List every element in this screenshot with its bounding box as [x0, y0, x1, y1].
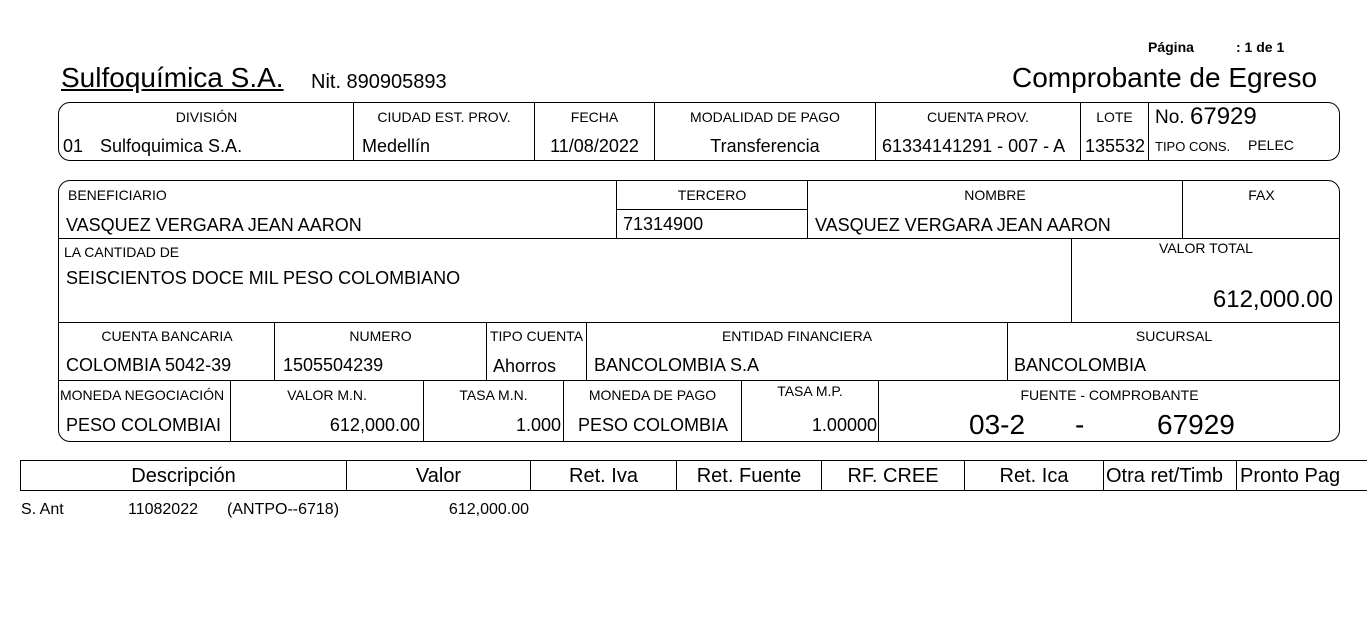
column-valor: Valor [415, 465, 462, 487]
beneficiario-label: BENEFICIARIO [68, 187, 167, 203]
row-tipo: S. Ant [21, 501, 64, 518]
numero-value: 1505504239 [283, 355, 384, 375]
modalidad-label: MODALIDAD DE PAGO [690, 109, 840, 125]
cantidad-value: SEISCIENTOS DOCE MIL PESO COLOMBIANO [66, 268, 461, 288]
tipo-cuenta-label: TIPO CUENTA [489, 328, 584, 344]
document-title: Comprobante de Egreso [1012, 62, 1318, 93]
nombre-label: NOMBRE [964, 187, 1026, 203]
column-rf-cree: RF. CREE [847, 465, 939, 487]
fuente-separator: - [1075, 409, 1085, 440]
tipo-cons-label: TIPO CONS. [1155, 139, 1231, 154]
tercero-value: 71314900 [623, 214, 704, 234]
column-descripcion: Descripción [131, 465, 236, 487]
tasa-mn-value: 1.000 [515, 415, 561, 435]
lote-value: 135532 [1085, 137, 1146, 155]
fuente-number: 67929 [1157, 409, 1235, 440]
valor-total-label: VALOR TOTAL [1159, 240, 1253, 256]
moneda-pago-label: MONEDA DE PAGO [588, 387, 717, 403]
moneda-negociacion-value: PESO COLOMBIAI [66, 416, 222, 434]
tipo-cons-value: PELEC [1248, 137, 1294, 153]
modalidad-value: Transferencia [710, 136, 820, 156]
entidad-label: ENTIDAD FINANCIERA [721, 328, 873, 344]
cantidad-label: LA CANTIDAD DE [64, 244, 180, 260]
tasa-mp-value: 1.00000 [811, 415, 877, 435]
fecha-value: 11/08/2022 [550, 136, 639, 156]
column-otra-ret: Otra ret/Timb [1106, 466, 1224, 486]
fuente-label: FUENTE - COMPROBANTE [1020, 387, 1199, 403]
beneficiario-value: VASQUEZ VERGARA JEAN AARON [66, 215, 362, 235]
entidad-value: BANCOLOMBIA S.A [594, 355, 760, 375]
nombre-value: VASQUEZ VERGARA JEAN AARON [815, 215, 1111, 235]
lote-label: LOTE [1096, 109, 1133, 125]
moneda-negociacion-label: MONEDA NEGOCIACIÓN [60, 387, 225, 403]
company-nit: Nit. 890905893 [311, 71, 447, 93]
column-ret-fuente: Ret. Fuente [696, 465, 802, 487]
valor-mn-label: VALOR M.N. [287, 387, 367, 403]
fecha-label: FECHA [570, 109, 619, 125]
tasa-mn-label: TASA M.N. [459, 387, 528, 403]
fuente-code: 03-2 [969, 409, 1026, 440]
row-ref: 11082022 [128, 501, 198, 518]
no-value: 67929 [1190, 103, 1257, 130]
sucursal-label: SUCURSAL [1135, 328, 1213, 344]
company-name: Sulfoquímica S.A. [61, 62, 284, 93]
tercero-label: TERCERO [677, 187, 747, 203]
ciudad-label: CIUDAD EST. PROV. [377, 109, 511, 125]
cuenta-bancaria-label: CUENTA BANCARIA [101, 328, 233, 344]
moneda-pago-value: PESO COLOMBIA [578, 416, 729, 434]
tipo-cuenta-value: Ahorros [493, 356, 557, 376]
cuenta-prov-label: CUENTA PROV. [927, 109, 1029, 125]
division-label: DIVISIÓN [175, 109, 238, 125]
division-name: Sulfoquimica S.A. [100, 136, 243, 156]
fax-label: FAX [1248, 187, 1275, 203]
page-value: : 1 de 1 [1236, 39, 1285, 55]
sucursal-value: BANCOLOMBIA [1014, 355, 1147, 375]
column-pronto-pag: Pronto Pag [1240, 466, 1341, 486]
valor-total-value: 612,000.00 [1212, 286, 1333, 313]
page-label: Página [1148, 39, 1194, 55]
ciudad-value: Medellín [362, 136, 431, 156]
column-ret-ica: Ret. Ica [999, 465, 1069, 487]
valor-mn-value: 612,000.00 [329, 415, 420, 435]
column-ret-iva: Ret. Iva [569, 465, 638, 487]
tasa-mp-label: TASA M.P. [777, 383, 843, 399]
division-code: 01 [63, 136, 84, 156]
cuenta-prov-value: 61334141291 - 007 - A [882, 137, 1066, 155]
no-label: No. [1155, 107, 1185, 128]
row-valor: 612,000.00 [448, 501, 529, 518]
numero-label: NUMERO [349, 328, 412, 344]
row-desc: (ANTPO--6718) [227, 501, 340, 518]
cuenta-bancaria-value: COLOMBIA 5042-39 [66, 355, 232, 375]
